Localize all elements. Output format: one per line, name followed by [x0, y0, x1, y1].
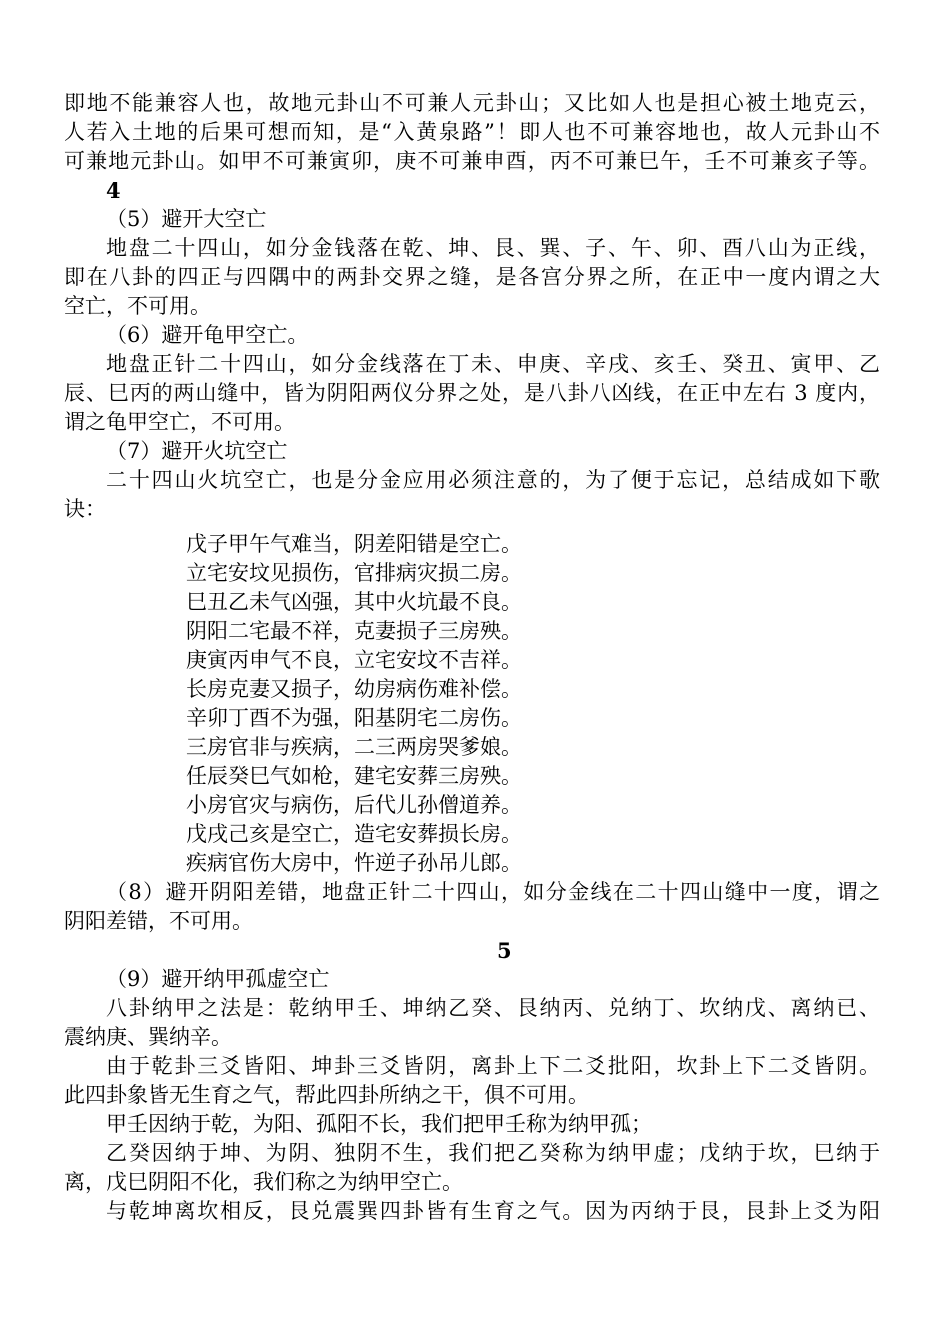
- verse-line: 任辰癸巳气如枪，建宅安葬三房殃。: [186, 764, 522, 788]
- verse-line: 辛卯丁酉不为强，阳基阴宅二房伤。: [186, 706, 522, 730]
- text-line: 即在八卦的四正与四隅中的两卦交界之缝，是各宫分界之所，在正中一度内谓之大: [64, 265, 880, 289]
- verse-line: 疾病官伤大房中，忤逆子孙吊儿郎。: [186, 851, 522, 875]
- text-line: 即地不能兼容人也，故地元卦山不可兼人元卦山；又比如人也是担心被土地克云，: [64, 91, 880, 115]
- verse-line: 立宅安坟见损伤，官排病灾损二房。: [186, 561, 522, 585]
- text-line: 辰、巳丙的两山缝中，皆为阴阳两仪分界之处，是八卦八凶线，在正中左右 3 度内，: [64, 381, 880, 405]
- text-line: 离，戊巳阴阳不化，我们称之为纳甲空亡。: [64, 1170, 463, 1194]
- text-line: 八卦纳甲之法是：乾纳甲壬、坤纳乙癸、艮纳丙、兑纳丁、坎纳戊、离纳已、: [106, 996, 880, 1020]
- section-heading: （7）避开火坑空亡: [106, 439, 288, 463]
- section-heading: （6）避开龟甲空亡。: [106, 323, 309, 347]
- text-line: 诀：: [64, 497, 106, 521]
- text-line: 由于乾卦三爻皆阳、坤卦三爻皆阴，离卦上下二爻批阳，坎卦上下二爻皆阴。: [106, 1054, 880, 1078]
- text-line: 空亡，不可用。: [64, 294, 211, 318]
- text-line: 地盘二十四山，如分金钱落在乾、坤、艮、巽、子、午、卯、酉八山为正线，: [106, 236, 880, 260]
- text-line: （8）避开阴阳差错，地盘正针二十四山，如分金线在二十四山缝中一度，谓之: [106, 880, 880, 904]
- section-heading: （5）避开大空亡: [106, 207, 267, 231]
- text-line: 人若入土地的后果可想而知，是“入黄泉路”！即人也不可兼容地也，故人元卦山不: [64, 120, 880, 144]
- text-line: 乙癸因纳于坤、为阴、独阴不生，我们把乙癸称为纳甲虚；戊纳于坎，巳纳于: [106, 1141, 880, 1165]
- text-line: 谓之龟甲空亡，不可用。: [64, 410, 295, 434]
- verse-line: 巳丑乙未气凶强，其中火坑最不良。: [186, 590, 522, 614]
- verse-line: 小房官灾与病伤，后代儿孙僧道养。: [186, 793, 522, 817]
- verse-line: 庚寅丙申气不良，立宅安坟不吉祥。: [186, 648, 522, 672]
- verse-line: 阴阳二宅最不祥，克妻损子三房殃。: [186, 619, 522, 643]
- text-line: 地盘正针二十四山，如分金线落在丁未、申庚、辛戌、亥壬、癸丑、寅甲、乙: [106, 352, 880, 376]
- section-heading: （9）避开纳甲孤虚空亡: [106, 967, 330, 991]
- text-line: 阴阳差错，不可用。: [64, 909, 253, 933]
- text-line: 此四卦象皆无生育之气，帮此四卦所纳之干，俱不可用。: [64, 1083, 589, 1107]
- verse-line: 长房克妻又损子，幼房病伤难补偿。: [186, 677, 522, 701]
- text-line: 与乾坤离坎相反，艮兑震巽四卦皆有生育之气。因为丙纳于艮，艮卦上爻为阳: [106, 1199, 880, 1223]
- verse-line: 戊子甲午气难当，阴差阳错是空亡。: [186, 532, 522, 556]
- verse-line: 戊戌己亥是空亡，造宅安葬损长房。: [186, 822, 522, 846]
- page-number: 4: [106, 178, 121, 203]
- text-line: 二十四山火坑空亡，也是分金应用必须注意的，为了便于忘记，总结成如下歌: [106, 468, 880, 492]
- text-line: 震纳庚、巽纳辛。: [64, 1025, 232, 1049]
- page-number: 5: [497, 938, 512, 963]
- verse-line: 三房官非与疾病，二三两房哭爹娘。: [186, 735, 522, 759]
- text-line: 可兼地元卦山。如甲不可兼寅卯，庚不可兼申酉，丙不可兼巳午，壬不可兼亥子等。: [64, 149, 880, 173]
- text-line: 甲壬因纳于乾，为阳、孤阳不长，我们把甲壬称为纳甲孤；: [106, 1112, 652, 1136]
